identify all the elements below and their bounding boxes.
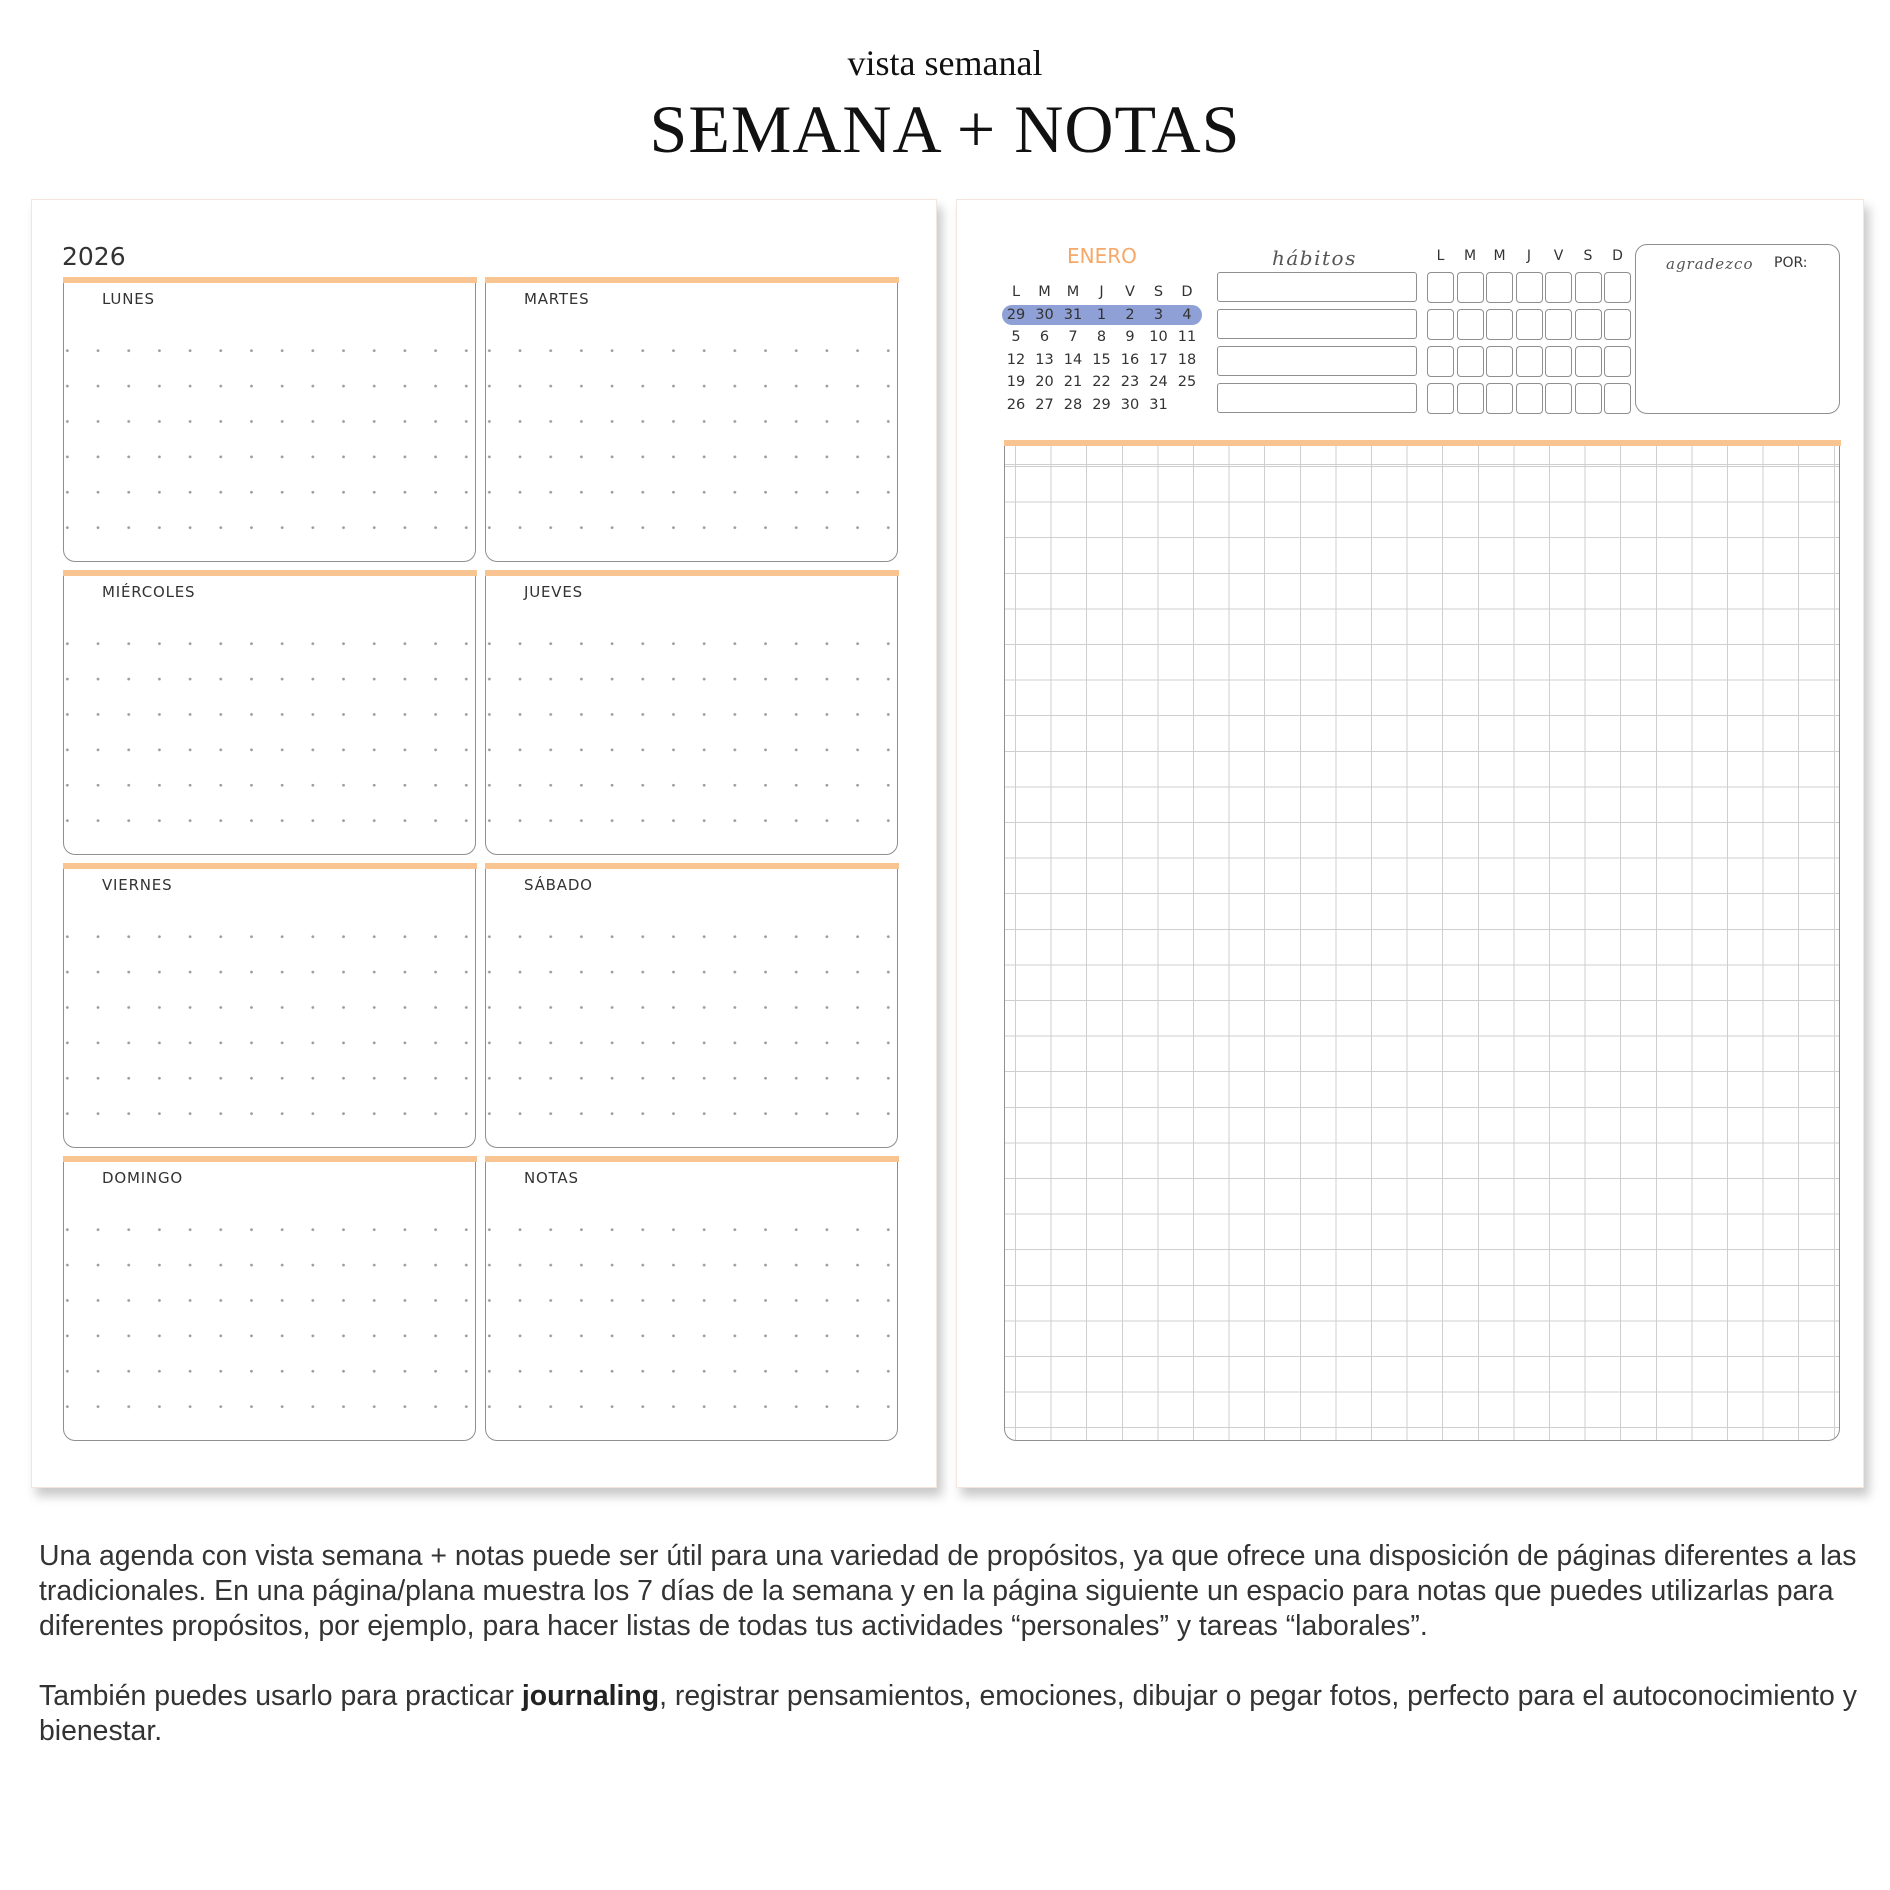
calendar-day: 12 (1006, 351, 1026, 368)
calendar-day: 21 (1063, 374, 1083, 390)
calendar-weekday: D (1181, 284, 1193, 300)
calendar-week (1002, 327, 1207, 350)
calendar-day: 17 (1149, 351, 1168, 368)
calendar-day: 30 (1035, 306, 1054, 323)
habits-title: hábitos (1272, 246, 1357, 270)
habit-name-field[interactable] (1217, 346, 1417, 376)
day-label: JUEVES (524, 583, 583, 601)
month-name: ENERO (1067, 244, 1137, 268)
habit-day-label: M (1463, 248, 1477, 264)
calendar-day: 26 (1006, 396, 1026, 413)
calendar-weekday: V (1125, 284, 1135, 300)
habit-checkbox[interactable] (1486, 383, 1513, 414)
day-label: NOTAS (524, 1169, 579, 1187)
habit-name-field[interactable] (1217, 272, 1417, 302)
calendar-weekday: L (1011, 284, 1021, 300)
habit-checkbox[interactable] (1575, 346, 1602, 377)
calendar-day: 15 (1092, 351, 1111, 368)
habit-checkbox[interactable] (1575, 383, 1602, 414)
habit-checkbox[interactable] (1516, 346, 1543, 377)
habit-checkbox[interactable] (1604, 272, 1631, 303)
calendar-day: 25 (1177, 374, 1197, 390)
habit-checkbox[interactable] (1457, 272, 1484, 303)
habit-day-label: L (1436, 248, 1445, 264)
calendar-day: 13 (1035, 351, 1054, 368)
paragraph2-bold: journaling (521, 1680, 660, 1712)
calendar-week (1002, 372, 1207, 395)
day-box-viernes[interactable] (63, 864, 476, 1148)
day-box-lunes[interactable] (63, 278, 476, 562)
header-title: SEMANA + NOTAS (649, 91, 1241, 167)
day-box-martes[interactable] (485, 278, 898, 562)
habit-checkbox[interactable] (1604, 309, 1631, 340)
habit-checkbox[interactable] (1545, 383, 1572, 414)
calendar-day: 30 (1120, 396, 1140, 413)
calendar-day: 6 (1039, 329, 1050, 345)
year-label: 2026 (62, 242, 126, 271)
day-label: MIÉRCOLES (102, 583, 196, 601)
notes-grid[interactable] (1004, 441, 1840, 1441)
description-paragraph-2 (39, 1679, 1869, 1749)
calendar-day: 31 (1063, 306, 1083, 323)
paragraph2-text-end: , registrar pensamientos, emociones, dibujar o pegar fotos, perfecto para el autoconocimiento y bienestar. (39, 1680, 1857, 1747)
calendar-day: 23 (1120, 374, 1140, 390)
habit-checkbox[interactable] (1457, 346, 1484, 377)
habit-checkbox[interactable] (1604, 346, 1631, 377)
calendar-day: 22 (1092, 374, 1111, 390)
calendar-weekday: S (1153, 284, 1164, 300)
habit-day-label: J (1526, 248, 1532, 264)
gratitude-script-label: agradezco (1666, 255, 1754, 273)
habit-checkbox[interactable] (1486, 309, 1513, 340)
habit-checkbox[interactable] (1427, 346, 1454, 377)
calendar-day: 27 (1035, 396, 1054, 413)
calendar-day: 14 (1063, 351, 1083, 368)
habit-checkbox[interactable] (1457, 309, 1484, 340)
calendar-day: 18 (1177, 351, 1197, 368)
calendar-day: 2 (1125, 306, 1135, 323)
habit-checkbox[interactable] (1486, 346, 1513, 377)
day-label: SÁBADO (524, 876, 593, 894)
calendar-day: 20 (1035, 374, 1054, 390)
gratitude-label: POR: (1774, 255, 1808, 271)
habit-checkbox[interactable] (1516, 309, 1543, 340)
habit-day-label: S (1583, 248, 1593, 264)
habit-checkbox[interactable] (1486, 272, 1513, 303)
calendar-day: 28 (1063, 396, 1083, 413)
habit-checkbox[interactable] (1457, 383, 1484, 414)
calendar-day: 10 (1149, 329, 1168, 345)
day-box-sabado[interactable] (485, 864, 898, 1148)
paragraph2-text-start: También puedes usarlo para practicar (39, 1680, 522, 1712)
calendar-day: 29 (1092, 396, 1111, 413)
habit-checkbox[interactable] (1427, 383, 1454, 414)
habit-day-label: M (1493, 248, 1506, 264)
habit-checkbox[interactable] (1604, 383, 1631, 414)
calendar-day: 11 (1177, 329, 1197, 345)
habit-checkbox[interactable] (1575, 309, 1602, 340)
weekly-page (31, 199, 937, 1488)
calendar-day: 9 (1125, 329, 1135, 345)
calendar-day: 24 (1149, 374, 1168, 390)
calendar-week (1002, 350, 1207, 373)
calendar-week (1002, 395, 1207, 418)
habit-day-label: V (1553, 248, 1564, 264)
calendar-day: 1 (1096, 306, 1107, 323)
day-label: DOMINGO (102, 1169, 183, 1187)
calendar-weekday: M (1038, 284, 1051, 300)
day-box-notas[interactable] (485, 1157, 898, 1441)
habit-checkbox[interactable] (1427, 309, 1454, 340)
day-box-miercoles[interactable] (63, 571, 476, 855)
habit-checkbox[interactable] (1516, 383, 1543, 414)
day-label: VIERNES (102, 876, 173, 894)
habit-checkbox[interactable] (1545, 272, 1572, 303)
calendar-day: 7 (1068, 329, 1078, 345)
day-label: LUNES (102, 290, 155, 308)
notes-page (956, 199, 1864, 1488)
habit-checkbox[interactable] (1427, 272, 1454, 303)
day-box-jueves[interactable] (485, 571, 898, 855)
habit-checkbox[interactable] (1545, 346, 1572, 377)
calendar-weekday: J (1099, 284, 1104, 300)
calendar-day: 31 (1149, 396, 1168, 413)
calendar-day: 19 (1006, 374, 1026, 390)
calendar-day: 29 (1006, 306, 1026, 323)
habit-checkbox[interactable] (1516, 272, 1543, 303)
calendar-day: 3 (1153, 306, 1164, 323)
calendar-day: 8 (1096, 329, 1107, 345)
mini-calendar (1002, 282, 1207, 417)
habit-name-field[interactable] (1217, 383, 1417, 413)
habit-checkbox[interactable] (1545, 309, 1572, 340)
calendar-day: 5 (1011, 329, 1021, 345)
calendar-day: 4 (1182, 306, 1192, 323)
calendar-header (1002, 282, 1207, 305)
habit-day-label: D (1612, 248, 1623, 264)
gratitude-box[interactable] (1635, 244, 1840, 414)
habit-checkbox[interactable] (1575, 272, 1602, 303)
day-box-domingo[interactable] (63, 1157, 476, 1441)
header-subtitle: vista semanal (847, 43, 1043, 83)
day-label: MARTES (524, 290, 590, 308)
calendar-week (1002, 305, 1207, 328)
calendar-day: 16 (1120, 351, 1140, 368)
description-paragraph-1: Una agenda con vista semana + notas puede ser útil para una variedad de propósitos, ya que ofrece una disposición de páginas diferentes a las tradicionales. En una página/plana muestra los 7 días de la semana y en la página siguiente un espacio para notas que puedes utilizarlas para diferentes propósitos, por ejemplo, para hacer listas de todas tus actividades “personales” y tareas “laborales”. (39, 1540, 1857, 1642)
habit-name-field[interactable] (1217, 309, 1417, 339)
calendar-weekday: M (1066, 284, 1080, 300)
